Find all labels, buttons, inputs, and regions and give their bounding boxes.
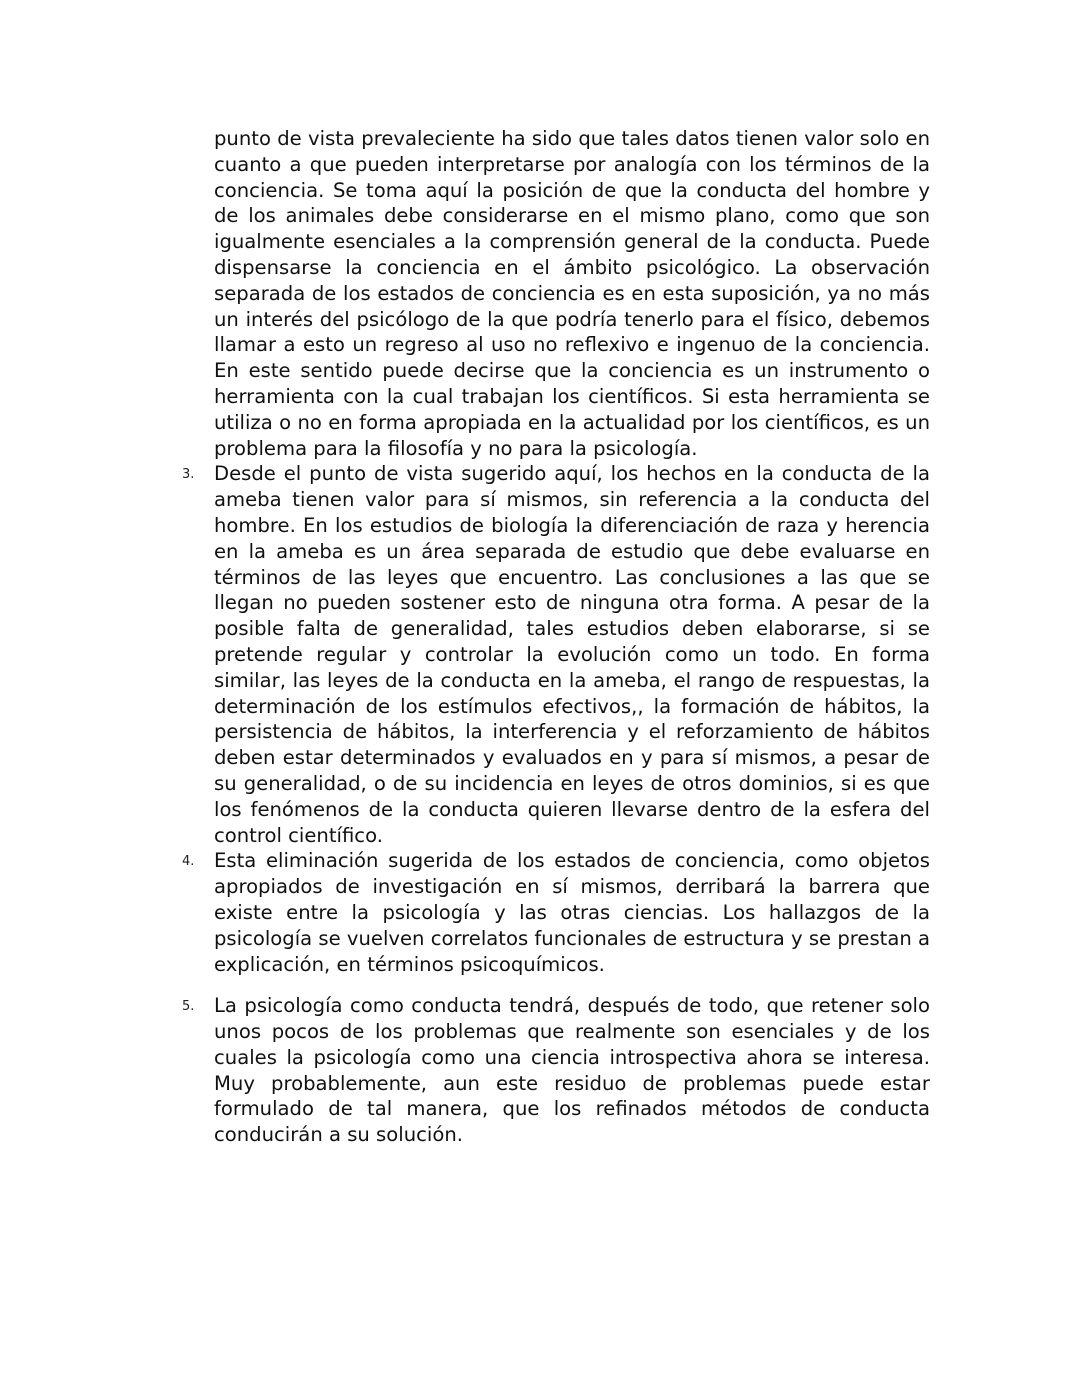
- list-number: 4.: [182, 854, 195, 870]
- list-item-5: [182, 993, 930, 1148]
- list-item-text: La psicología como conducta tendrá, después de todo, que retener solo unos pocos de los problemas que realmente son esenciales y de los cuales la psicología como una ciencia introspectiva ahora se interesa. Muy probablemente, aun este residuo de problemas puede estar formulado de tal manera, que los refinados métodos de conducta conducirán a su solución.: [214, 994, 930, 1147]
- list-item-text: Desde el punto de vista sugerido aquí, los hechos en la conducta de la ameba tienen valor para sí mismos, sin referencia a la conducta del hombre. En los estudios de biología la diferenciación de raza y herencia en la ameba es un área separada de estudio que debe evaluarse en términos de las leyes que encuentro. Las conclusiones a las que se llegan no pueden sostener esto de ninguna otra forma. A pesar de la posible falta de generalidad, tales estudios deben elaborarse, si se pretende regular y controlar la evolución como un todo. En forma similar, las leyes de la conducta en la ameba, el rango de respuestas, la determinación de los estímulos efectivos,, la formación de hábitos, la persistencia de hábitos, la interferencia y el reforzamiento de hábitos deben estar determinados y evaluados en y para sí mismos, a pesar de su generalidad, o de su incidencia en leyes de otros dominios, si es que los fenómenos de la conducta quieren llevarse dentro de la esfera del control científico.: [214, 462, 930, 847]
- list-number: 3.: [182, 467, 195, 483]
- continuation-paragraph: punto de vista prevaleciente ha sido que tales datos tienen valor solo en cuanto a que pueden interpretarse por analogía con los términos de la conciencia. Se toma aquí la posición de que la conducta del hombre y de los animales debe considerarse en el mismo plano, como que son igualmente esenciales a la comprensión general de la conducta. Puede dispensarse la conciencia en el ámbito psicológico. La observación separada de los estados de conciencia es en esta suposición, ya no más un interés del psicólogo de la que podría tenerlo para el físico, debemos llamar a esto un regreso al uso no reflexivo e ingenuo de la conciencia. En este sentido puede decirse que la conciencia es un instrumento o herramienta con la cual trabajan los científicos. Si esta herramienta se utiliza o no en forma apropiada en la actualidad por los científicos, es un problema para la filosofía y no para la psicología.: [214, 127, 930, 460]
- list-number: 5.: [182, 999, 195, 1015]
- document-page: [182, 126, 930, 1148]
- list-item-text: Esta eliminación sugerida de los estados de conciencia, como objetos apropiados de investigación en sí mismos, derribará la barrera que existe entre la psicología y las otras ciencias. Los hallazgos de la psicología se vuelven correlatos funcionales de estructura y se prestan a explicación, en términos psicoquímicos.: [214, 849, 930, 976]
- list-item-3: [182, 461, 930, 848]
- list-item-4: [182, 848, 930, 977]
